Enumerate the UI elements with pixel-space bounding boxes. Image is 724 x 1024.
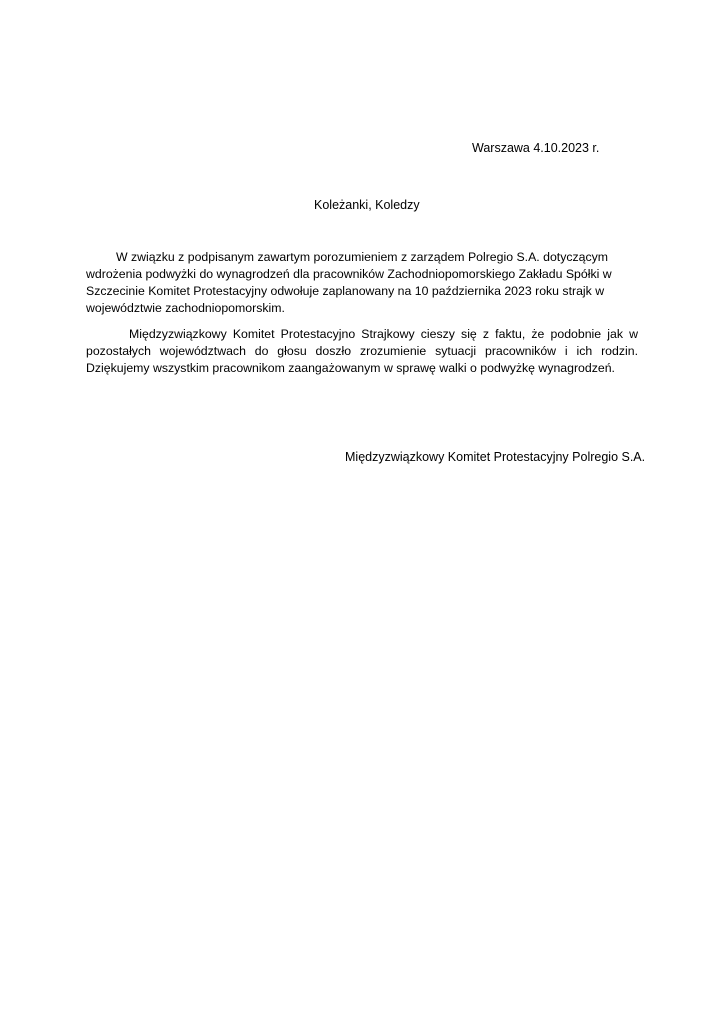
letter-signature: Międzyzwiązkowy Komitet Protestacyjny Polregio S.A. — [345, 450, 646, 464]
letter-paragraph-2: Międzyzwiązkowy Komitet Protestacyjno Strajkowy cieszy się z faktu, że podobnie jak w pozostałych województwach do głosu doszło zrozumienie sytuacji pracowników i ich rodzin. Dziękujemy wszystkim pracownikom zaangażowanym w sprawę walki o podwyżkę wynagrodzeń. — [86, 327, 638, 375]
letter-date: Warszawa 4.10.2023 r. — [472, 141, 600, 155]
letter-body — [86, 249, 638, 377]
letter-greeting: Koleżanki, Koledzy — [314, 198, 420, 212]
letter-paragraph-1: W związku z podpisanym zawartym porozumieniem z zarządem Polregio S.A. dotyczącym wdrożenia podwyżki do wynagrodzeń dla pracowników Zachodniopomorskiego Zakładu Spółki w Szczecinie Komitet Protestacyjny odwołuje zaplanowany na 10 października 2023 roku strajk w województwie zachodniopomorskim. — [86, 250, 612, 315]
